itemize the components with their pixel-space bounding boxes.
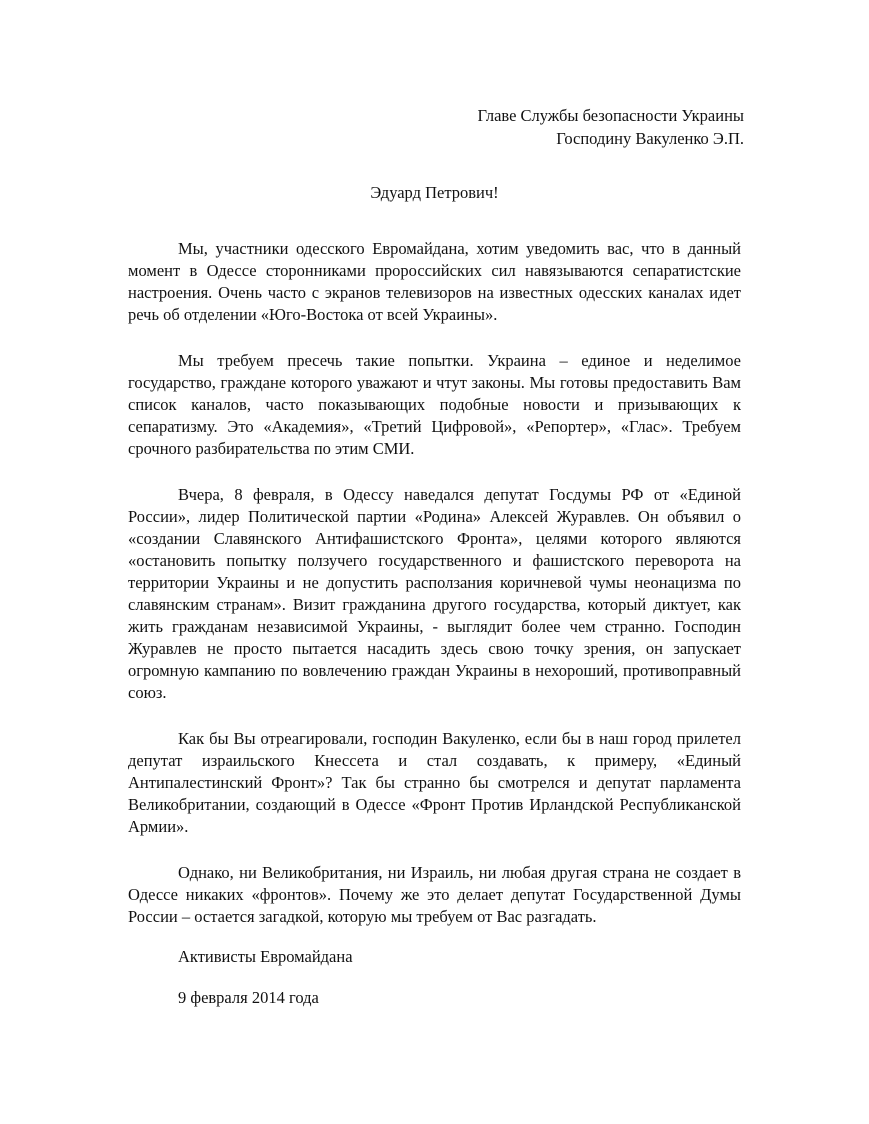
addressee-line-2: Господину Вакуленко Э.П.	[556, 129, 744, 148]
letter-date: 9 февраля 2014 года	[178, 988, 319, 1007]
paragraph-1: Мы, участники одесского Евромайдана, хотим уведомить вас, что в данный момент в Одессе сторонниками пророссийских сил навязываются сепаратистские настроения. Очень часто с экранов телевизоров на известных одесских каналах идет речь об отделении «Юго-Востока от всей Украины».	[128, 239, 741, 324]
signature: Активисты Евромайдана	[178, 947, 353, 966]
salutation: Эдуард Петрович!	[370, 183, 499, 202]
paragraph-2: Мы требуем пресечь такие попытки. Украина – единое и неделимое государство, граждане которого уважают и чтут законы. Мы готовы предоставить Вам список каналов, часто показывающих подобные новости и призывающих к сепаратизму. Это «Академия», «Третий Цифровой», «Репортер», «Глас». Требуем срочного разбирательства по этим СМИ.	[128, 351, 741, 458]
paragraph-4: Как бы Вы отреагировали, господин Вакуленко, если бы в наш город прилетел депутат израильского Кнессета и стал создавать, к примеру, «Единый Антипалестинский Фронт»? Так бы странно бы смотрелся и депутат парламента Великобритании, создающий в Одессе «Фронт Против Ирландской Республиканской Армии».	[128, 729, 741, 836]
paragraph-3: Вчера, 8 февраля, в Одессу наведался депутат Госдумы РФ от «Единой России», лидер Политической партии «Родина» Алексей Журавлев. Он объявил о «создании Славянского Антифашистского Фронта», целями которого являются «остановить попытку ползучего государственного и фашистского переворота на территории Украины и не допустить расползания коричневой чумы неонацизма по славянским странам». Визит гражданина другого государства, который диктует, как жить гражданам независимой Украины, - выглядит более чем странно. Господин Журавлев не просто пытается насадить здесь свою точку зрения, он запускает огромную кампанию по вовлечению граждан Украины в нехороший, противоправный союз.	[128, 485, 741, 702]
letter-body	[128, 238, 741, 952]
addressee-line-1: Главе Службы безопасности Украины	[477, 106, 744, 125]
paragraph-5: Однако, ни Великобритания, ни Израиль, ни любая другая страна не создает в Одессе никаких «фронтов». Почему же это делает депутат Государственной Думы России – остается загадкой, которую мы требуем от Вас разгадать.	[128, 863, 741, 926]
addressee-block	[478, 104, 744, 150]
